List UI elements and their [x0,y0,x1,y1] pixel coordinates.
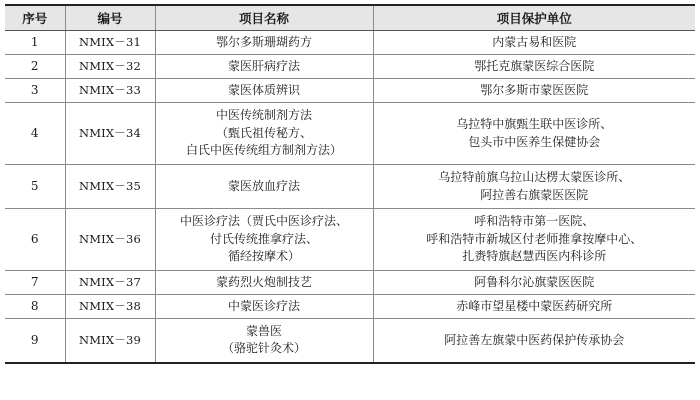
cell-serial-number: 8 [5,295,65,319]
project-name-line: （骆驼针灸术） [221,341,306,356]
cell-protection-unit [373,209,695,271]
protection-unit-line: 阿拉善右旗蒙医医院 [480,187,589,202]
project-name-line: 蒙医放血疗法 [227,178,300,193]
header-code: 编号 [65,5,155,31]
cell-project-name [155,271,373,295]
protection-unit-line: 阿拉善左旗蒙中医药保护传承协会 [444,332,625,347]
cell-serial-number: 7 [5,271,65,295]
cell-project-name [155,295,373,319]
project-name-line: 蒙药烈火炮制技艺 [215,274,312,289]
protection-unit-line: 鄂托克旗蒙医综合医院 [474,58,595,73]
cell-serial-number: 6 [5,209,65,271]
cell-protection-unit [373,103,695,165]
header-protection-unit: 项目保护单位 [373,5,695,31]
cell-project-name [155,103,373,165]
cell-code: NMIX－35 [65,165,155,209]
cell-project-name [155,209,373,271]
header-row [5,5,695,31]
protection-unit-line: 乌拉特前旗乌拉山达楞太蒙医诊所、 [438,170,631,184]
cell-serial-number: 4 [5,103,65,165]
project-name-line: 循经按摩术） [227,249,300,264]
project-name-line: 中医诊疗法（贾氏中医诊疗法、 [179,214,348,229]
table-row [5,103,695,165]
cell-project-name [155,319,373,363]
project-name-line: 付氏传统推拿疗法、 [209,231,318,246]
cell-protection-unit [373,319,695,363]
table-row [5,79,695,103]
project-name-line: 蒙医肝病疗法 [227,58,300,73]
cell-code: NMIX－39 [65,319,155,363]
header-serial-number: 序号 [5,5,65,31]
table-body [5,31,695,363]
table-row [5,165,695,209]
project-name-line: 白氏中医传统组方制剂方法） [185,143,342,158]
cell-project-name [155,55,373,79]
cell-code: NMIX－33 [65,79,155,103]
cell-code: NMIX－34 [65,103,155,165]
heritage-project-table-wrapper [5,4,695,364]
project-name-line: 蒙兽医 [245,323,282,338]
cell-project-name [155,31,373,55]
cell-code: NMIX－31 [65,31,155,55]
cell-code: NMIX－36 [65,209,155,271]
cell-serial-number: 9 [5,319,65,363]
protection-unit-line: 扎赉特旗赵慧西医内科诊所 [462,249,607,264]
protection-unit-line: 包头市中医养生保健协会 [468,134,601,149]
cell-protection-unit [373,271,695,295]
cell-protection-unit [373,165,695,209]
header-project-name: 项目名称 [155,5,373,31]
cell-serial-number: 5 [5,165,65,209]
protection-unit-line: 乌拉特中旗甄生联中医诊所、 [456,117,613,131]
cell-serial-number: 3 [5,79,65,103]
cell-project-name [155,165,373,209]
cell-protection-unit [373,295,695,319]
project-name-line: 鄂尔多斯珊瑚药方 [215,34,312,49]
protection-unit-line: 阿鲁科尔沁旗蒙医医院 [474,274,595,289]
protection-unit-line: 鄂尔多斯市蒙医医院 [480,82,589,97]
project-name-line: 中医传统制剂方法 [215,108,312,123]
table-row [5,55,695,79]
cell-protection-unit [373,31,695,55]
cell-serial-number: 1 [30,34,39,49]
heritage-project-table [5,4,695,364]
cell-protection-unit [373,55,695,79]
cell-project-name [155,79,373,103]
project-name-line: 中蒙医诊疗法 [227,298,300,313]
table-row [5,209,695,271]
table-header [5,5,695,31]
project-name-line: （甄氏祖传秘方、 [215,125,312,140]
cell-serial-number: 2 [5,55,65,79]
table-row [5,31,695,55]
protection-unit-line: 内蒙古易和医院 [492,34,577,49]
protection-unit-line: 赤峰市望星楼中蒙医药研究所 [456,298,613,313]
cell-code: NMIX－38 [65,295,155,319]
protection-unit-line: 呼和浩特市新城区付老师推拿按摩中心、 [426,231,643,246]
table-row [5,271,695,295]
cell-protection-unit [373,79,695,103]
table-row [5,295,695,319]
project-name-line: 蒙医体质辨识 [227,82,300,97]
table-row [5,319,695,363]
cell-code: NMIX－32 [65,55,155,79]
cell-code: NMIX－37 [65,271,155,295]
protection-unit-line: 呼和浩特市第一医院、 [474,214,595,229]
